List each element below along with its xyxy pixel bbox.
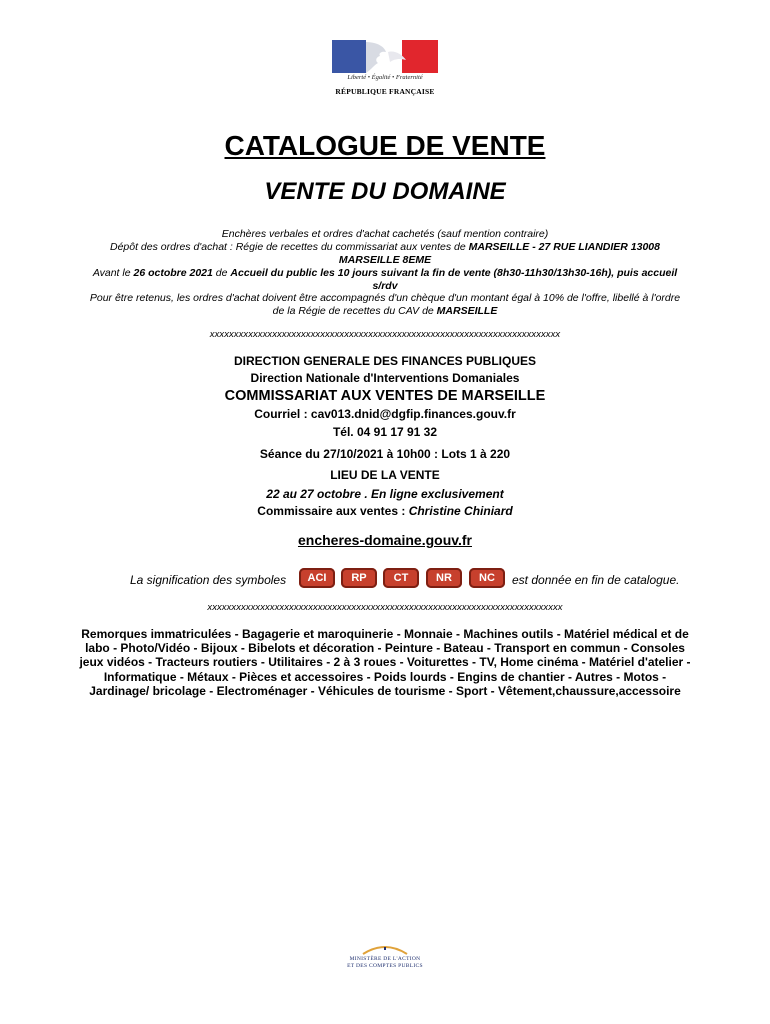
dates-line: 22 au 27 octobre . En ligne exclusivement [266,487,504,501]
categories-line: labo - Photo/Vidéo - Bijoux - Bibelots et décoration - Peinture - Bateau - Transport en commun - Consoles [85,641,685,656]
categories-line: Remorques immatriculées - Bagagerie et maroquinerie - Monnaie - Machines outils - Matériel médical et de [81,627,689,641]
republique-francaise-logo [332,40,438,100]
courriel-line: Courriel : cav013.dnid@dgfip.finances.gouv.fr [254,407,516,421]
badge-aci-icon: ACI [299,568,335,588]
badge-nc-icon: NC [469,568,505,588]
logo-name: RÉPUBLIQUE FRANÇAISE [335,87,435,96]
info-line-2-text: Dépôt des ordres d'achat : Régie de recettes du commissariat aux ventes de [109,241,469,253]
ministry-line-1: MINISTÈRE DE L'ACTION [349,956,421,962]
info-line-4-date: 26 octobre 2021 [133,267,213,279]
info-line-7-a: de la Régie de recettes du CAV de [272,305,437,317]
categories-list [45,627,725,698]
badge-ct-icon: CT [383,568,419,588]
dnid-heading: Direction Nationale d'Interventions Domaniales [250,371,520,385]
commissaire-label: Commissaire aux ventes : [257,504,409,518]
lieu-heading: LIEU DE LA VENTE [330,468,440,482]
symbols-row [0,568,770,590]
info-line-3: MARSEILLE 8EME [338,254,432,266]
info-line-7-city: MARSEILLE [436,305,498,317]
ministry-line-2: ET DES COMPTES PUBLICS [347,963,423,969]
symbols-text-before: La signification des symboles [130,573,287,587]
seance-line: Séance du 27/10/2021 à 10h00 : Lots 1 à 220 [259,447,511,461]
info-line-6: Pour être retenus, les ordres d'achat doivent être accompagnés d'un chèque d'un montant égal à 10% de l'offre, libellé à l'ordre [89,292,681,304]
dgfip-heading: DIRECTION GENERALE DES FINANCES PUBLIQUES [233,354,537,368]
info-line-2 [0,241,770,254]
website-link[interactable]: encheres-domaine.gouv.fr [297,532,472,548]
commissariat-heading: COMMISSARIAT AUX VENTES DE MARSEILLE [224,388,546,404]
ministry-emblem-icon [333,942,437,956]
separator-top: xxxxxxxxxxxxxxxxxxxxxxxxxxxxxxxxxxxxxxxxxxxxxxxxxxxxxxxxxxxxxxxxxxxxxxxxx [209,329,561,340]
commissaire-line [0,504,770,518]
symbols-text-after: est donnée en fin de catalogue. [512,573,680,587]
info-line-4-c: de [212,267,231,279]
badge-nr-icon: NR [426,568,462,588]
categories-line: jeux vidéos - Tracteurs routiers - Utilitaires - 2 à 3 roues - Voiturettes - TV, Home cinéma - Matériel d'atelier - [79,655,691,670]
page-title: CATALOGUE DE VENTE [224,130,546,161]
commissaire-name: Christine Chiniard [408,504,513,518]
badge-rp-icon: RP [341,568,377,588]
info-line-5: s/rdv [372,280,398,292]
marianne-flag-icon [332,40,438,74]
categories-line: Jardinage/ bricolage - Electroménager - Véhicules de tourisme - Sport - Vêtement,chaussure,accessoire [89,683,681,698]
categories-line: Informatique - Métaux - Pièces et accessoires - Poids lourds - Engins de chantier - Autres - Motos - [103,669,667,684]
telephone-line: Tél. 04 91 17 91 32 [332,425,438,439]
info-line-7 [0,305,770,318]
info-line-4-a: Avant le [92,267,134,279]
separator-bottom: xxxxxxxxxxxxxxxxxxxxxxxxxxxxxxxxxxxxxxxxxxxxxxxxxxxxxxxxxxxxxxxxxxxxxxxxxx [207,602,563,613]
info-line-2-address: MARSEILLE - 27 RUE LIANDIER 13008 [468,241,660,253]
logo-motto: Liberté • Égalité • Fraternité [347,74,423,81]
info-line-1: Enchères verbales et ordres d'achat cachetés (sauf mention contraire) [221,228,549,240]
info-line-4-hours: Accueil du public les 10 jours suivant la fin de vente (8h30-11h30/13h30-16h), puis accueil [230,267,678,279]
page-subtitle: VENTE DU DOMAINE [264,178,506,205]
ministry-logo [333,942,437,974]
info-line-4 [0,267,770,280]
